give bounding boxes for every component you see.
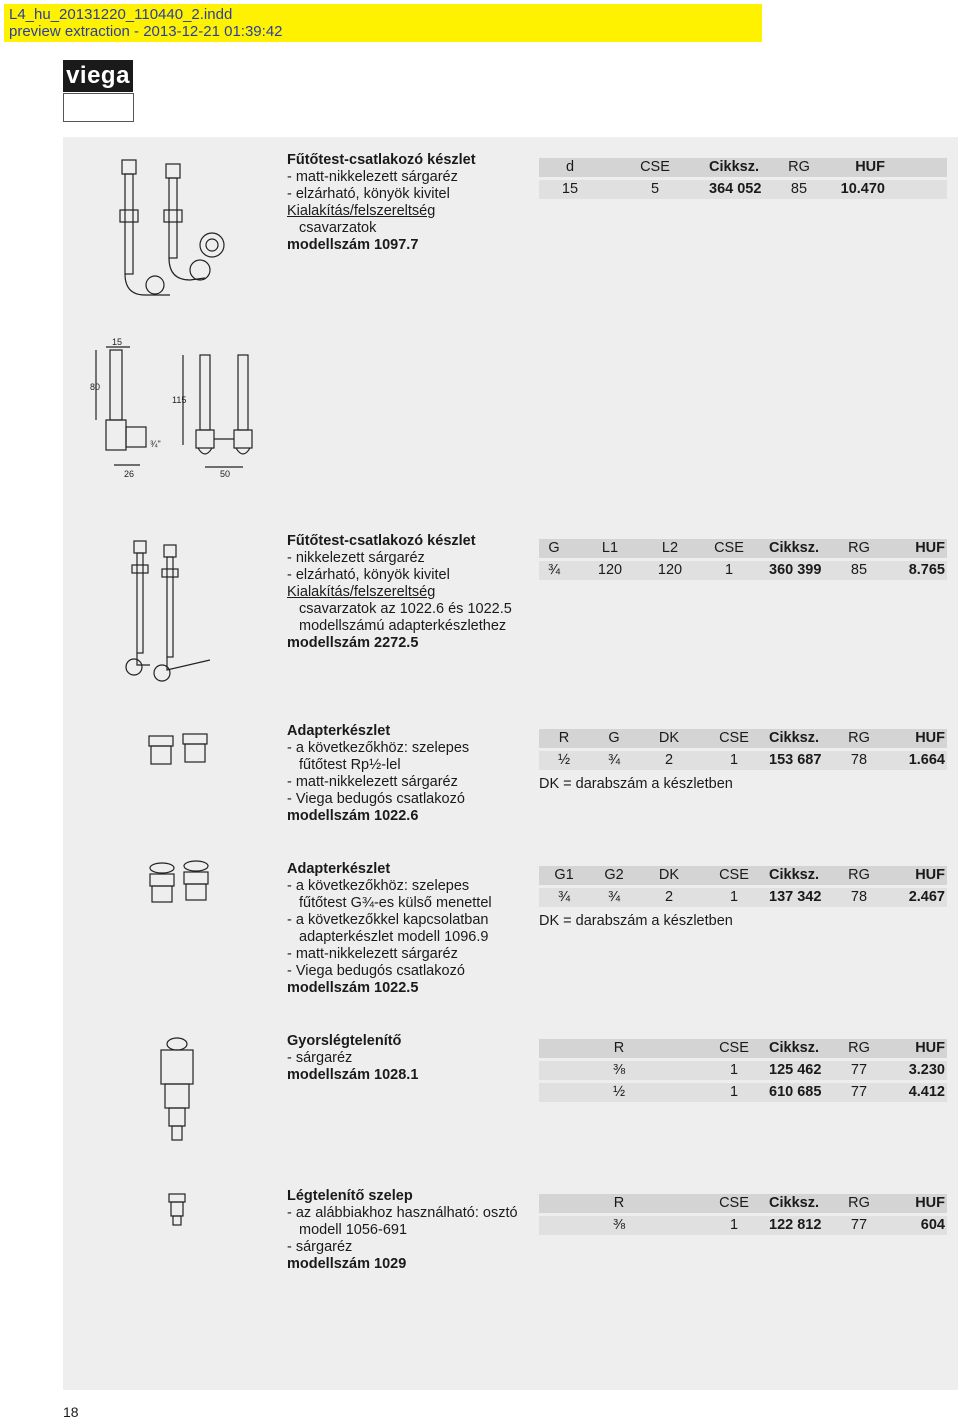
- table-cell: 604: [920, 1217, 945, 1233]
- product-image-1097-7: [110, 150, 240, 310]
- table-header-row: [539, 866, 947, 885]
- table-cell: 8.765: [908, 562, 945, 578]
- table-cell: 78: [850, 889, 868, 905]
- dim-50: 50: [220, 469, 231, 479]
- spec-line: - elzárható, könyök kivitel: [287, 567, 450, 583]
- price-table-1022-6: [539, 729, 947, 794]
- product-image-1022-5: [140, 858, 220, 908]
- spec-line: - Viega bedugós csatlakozó: [287, 791, 465, 807]
- spec-heading: Kialakítás/felszereltség: [287, 203, 436, 219]
- column-header: G: [548, 540, 560, 556]
- column-header: HUF: [855, 159, 885, 175]
- table-cell: 610 685: [769, 1084, 822, 1100]
- spec-line: csavarzatok: [299, 220, 377, 236]
- table-header-row: [539, 158, 947, 177]
- dim-115: 115: [172, 395, 187, 405]
- table-header-row: [539, 539, 947, 558]
- column-header: RG: [848, 1040, 870, 1056]
- product-image-1029: [165, 1192, 190, 1228]
- table-cell: 1: [729, 752, 739, 768]
- table-row: [539, 561, 947, 580]
- spec-line: fűtőtest G¾-es külső menettel: [299, 895, 492, 911]
- product-title: Fűtőtest-csatlakozó készlet: [287, 152, 476, 168]
- column-header: HUF: [915, 540, 945, 556]
- model-number: modellszám 2272.5: [287, 635, 419, 651]
- table-cell: 2.467: [908, 889, 945, 905]
- model-number: modellszám 1022.6: [287, 808, 419, 824]
- column-header: RG: [848, 540, 870, 556]
- column-header: Cikksz.: [769, 730, 819, 746]
- product-description-1022-6: [287, 723, 469, 825]
- product-image-1022-6: [145, 730, 215, 768]
- model-number: modellszám 1022.5: [287, 980, 419, 996]
- column-header: DK: [658, 867, 680, 883]
- column-header: Cikksz.: [769, 540, 819, 556]
- column-header: G: [608, 730, 620, 746]
- spec-line: - az alábbiakhoz használható: osztó: [287, 1205, 518, 1221]
- product-title: Adapterkészlet: [287, 861, 391, 877]
- table-cell: 1.664: [908, 752, 945, 768]
- table-cell: 85: [790, 181, 808, 197]
- dim-80: 80: [90, 382, 101, 392]
- table-cell: 2: [664, 889, 674, 905]
- product-title: Légtelenítő szelep: [287, 1188, 413, 1204]
- column-header: Cikksz.: [769, 867, 819, 883]
- column-header: HUF: [915, 730, 945, 746]
- table-header-row: [539, 1194, 947, 1213]
- product-title: Fűtőtest-csatlakozó készlet: [287, 533, 476, 549]
- table-row: [539, 751, 947, 770]
- spec-line: - matt-nikkelezett sárgaréz: [287, 946, 458, 962]
- table-cell: 125 462: [769, 1062, 822, 1078]
- column-header: R: [613, 1040, 625, 1056]
- slug-filename: L4_hu_20131220_110440_2.indd: [9, 6, 233, 23]
- table-cell: 3.230: [908, 1062, 945, 1078]
- product-description-2272-5: [287, 533, 512, 652]
- column-header: DK: [658, 730, 680, 746]
- spec-line: - matt-nikkelezett sárgaréz: [287, 774, 458, 790]
- viega-logo: viega: [63, 60, 133, 92]
- table-row: [539, 1083, 947, 1102]
- column-header: RG: [848, 867, 870, 883]
- spec-line: fűtőtest Rp½-lel: [299, 757, 401, 773]
- table-header-row: [539, 729, 947, 748]
- table-cell: 77: [850, 1217, 868, 1233]
- table-cell: 4.412: [908, 1084, 945, 1100]
- spec-line: - sárgaréz: [287, 1239, 353, 1255]
- column-header: R: [613, 1195, 625, 1211]
- column-header: L2: [661, 540, 679, 556]
- table-cell: 1: [729, 1084, 739, 1100]
- table-cell: 122 812: [769, 1217, 822, 1233]
- product-image-2272-5: [120, 535, 220, 685]
- column-header: CSE: [719, 1195, 749, 1211]
- product-image-1028-1: [155, 1030, 200, 1145]
- price-table-1029: [539, 1194, 947, 1238]
- column-header: Cikksz.: [769, 1040, 819, 1056]
- table-cell: 1: [724, 562, 734, 578]
- table-cell: 364 052: [709, 181, 762, 197]
- table-cell: 10.470: [840, 181, 885, 197]
- spec-line: modell 1056-691: [299, 1222, 408, 1238]
- table-cell: 153 687: [769, 752, 822, 768]
- model-number: modellszám 1028.1: [287, 1067, 419, 1083]
- table-cell: ¾: [547, 562, 561, 578]
- table-footnote: DK = darabszám a készletben: [539, 913, 733, 929]
- column-header: CSE: [719, 867, 749, 883]
- column-header: RG: [848, 730, 870, 746]
- dim-26: 26: [124, 469, 135, 479]
- table-cell: ⅜: [612, 1217, 626, 1233]
- table-cell: 5: [650, 181, 660, 197]
- table-cell: 15: [561, 181, 579, 197]
- model-number: modellszám 1029: [287, 1256, 407, 1272]
- product-title: Adapterkészlet: [287, 723, 391, 739]
- table-cell: 1: [729, 1217, 739, 1233]
- column-header: HUF: [915, 867, 945, 883]
- spec-line: csavarzatok az 1022.6 és 1022.5: [299, 601, 512, 617]
- document-slug-banner: [4, 4, 762, 42]
- price-table-1028-1: [539, 1039, 947, 1105]
- table-row: [539, 1061, 947, 1080]
- price-table-2272-5: [539, 539, 947, 583]
- table-row: [539, 180, 947, 199]
- table-cell: 78: [850, 752, 868, 768]
- column-header: CSE: [719, 730, 749, 746]
- column-header: RG: [788, 159, 810, 175]
- table-cell: ½: [612, 1084, 626, 1100]
- table-cell: ¾: [607, 752, 621, 768]
- column-header: HUF: [915, 1040, 945, 1056]
- table-cell: 77: [850, 1084, 868, 1100]
- dim-34: ¾": [150, 439, 161, 449]
- table-cell: ¾: [607, 889, 621, 905]
- table-cell: ½: [557, 752, 571, 768]
- spec-line: - a következőkhöz: szelepes: [287, 878, 470, 894]
- table-cell: 77: [850, 1062, 868, 1078]
- column-header: RG: [848, 1195, 870, 1211]
- column-header: d: [565, 159, 575, 175]
- spec-line: - elzárható, könyök kivitel: [287, 186, 450, 202]
- table-cell: 120: [657, 562, 683, 578]
- column-header: CSE: [714, 540, 744, 556]
- spec-line: - matt-nikkelezett sárgaréz: [287, 169, 458, 185]
- spec-heading: Kialakítás/felszereltség: [287, 584, 436, 600]
- table-footnote: DK = darabszám a készletben: [539, 776, 733, 792]
- table-cell: 120: [597, 562, 623, 578]
- table-cell: ¾: [557, 889, 571, 905]
- product-description-1029: [287, 1188, 518, 1273]
- column-header: HUF: [915, 1195, 945, 1211]
- logo-frame: [63, 93, 134, 122]
- product-description-1022-5: [287, 861, 492, 997]
- column-header: G2: [604, 867, 624, 883]
- table-cell: 2: [664, 752, 674, 768]
- column-header: L1: [601, 540, 619, 556]
- price-table-1097-7: [539, 158, 947, 202]
- table-cell: 1: [729, 889, 739, 905]
- spec-line: adapterkészlet modell 1096.9: [299, 929, 489, 945]
- column-header: R: [558, 730, 570, 746]
- column-header: CSE: [640, 159, 670, 175]
- page-number: 18: [63, 1404, 79, 1420]
- spec-line: - Viega bedugós csatlakozó: [287, 963, 465, 979]
- spec-line: - a következőkkel kapcsolatban: [287, 912, 489, 928]
- column-header: CSE: [719, 1040, 749, 1056]
- table-header-row: [539, 1039, 947, 1058]
- table-row: [539, 888, 947, 907]
- table-cell: 1: [729, 1062, 739, 1078]
- table-cell: 137 342: [769, 889, 822, 905]
- spec-line: - a következőkhöz: szelepes: [287, 740, 470, 756]
- dim-15: 15: [112, 337, 123, 347]
- slug-extraction-date: preview extraction - 2013-12-21 01:39:42: [9, 23, 283, 40]
- table-cell: 85: [850, 562, 868, 578]
- product-description-1097-7: [287, 152, 476, 254]
- price-table-1022-5: [539, 866, 947, 931]
- technical-drawing-dimensions: [88, 335, 273, 480]
- product-title: Gyorslégtelenítő: [287, 1033, 402, 1049]
- model-number: modellszám 1097.7: [287, 237, 419, 253]
- table-cell: ⅜: [612, 1062, 626, 1078]
- spec-line: modellszámú adapterkészlethez: [299, 618, 507, 634]
- column-header: G1: [554, 867, 574, 883]
- product-description-1028-1: [287, 1033, 418, 1084]
- spec-line: - sárgaréz: [287, 1050, 353, 1066]
- table-row: [539, 1216, 947, 1235]
- column-header: Cikksz.: [769, 1195, 819, 1211]
- column-header: Cikksz.: [709, 159, 759, 175]
- spec-line: - nikkelezett sárgaréz: [287, 550, 425, 566]
- table-cell: 360 399: [769, 562, 822, 578]
